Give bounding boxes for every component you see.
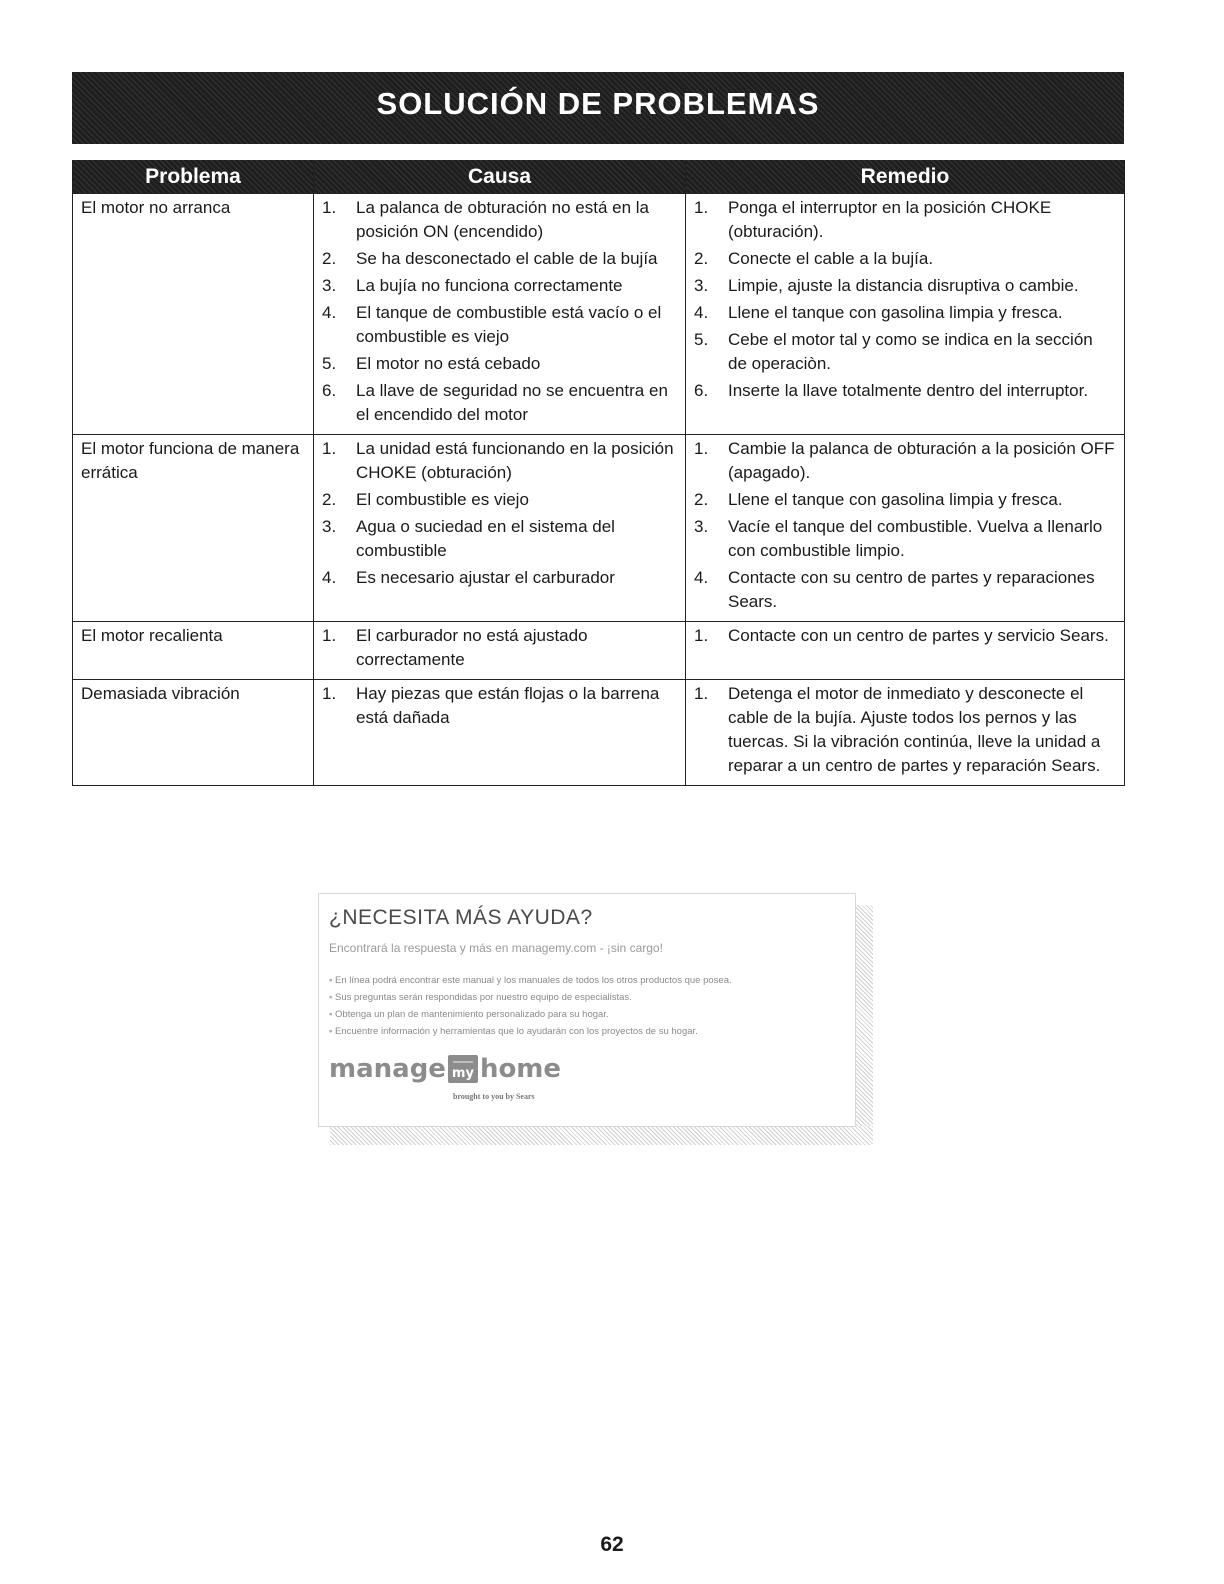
item-number: 1. bbox=[322, 684, 337, 703]
cause-item bbox=[322, 274, 677, 298]
remedy-cell bbox=[686, 194, 1125, 435]
item-text: Hay piezas que están flojas o la barrena está dañada bbox=[356, 684, 660, 727]
cause-cell bbox=[314, 680, 686, 786]
remedy-cell bbox=[686, 435, 1125, 622]
remedy-item bbox=[694, 624, 1116, 648]
item-text: Ponga el interruptor en la posición CHOKE (obturación). bbox=[728, 198, 1052, 241]
callout-bullet: ▪ Encuentre información y herramientas que lo ayudarán con los proyectos de su hogar. bbox=[329, 1023, 732, 1040]
item-number: 4. bbox=[694, 303, 709, 322]
remedy-cell bbox=[686, 622, 1125, 680]
cause-cell bbox=[314, 194, 686, 435]
remedy-list bbox=[694, 437, 1116, 614]
troubleshooting-table bbox=[72, 160, 1125, 786]
remedy-item bbox=[694, 515, 1116, 563]
cause-item bbox=[322, 247, 677, 271]
problem-cell: El motor no arranca bbox=[73, 194, 314, 435]
remedy-item bbox=[694, 566, 1116, 614]
cause-item bbox=[322, 196, 677, 244]
logo-word-my: my bbox=[451, 1066, 474, 1081]
remedy-item bbox=[694, 379, 1116, 403]
item-text: Conecte el cable a la bujía. bbox=[728, 249, 934, 268]
cause-list bbox=[322, 682, 677, 730]
problem-cell: El motor funciona de manera errática bbox=[73, 435, 314, 622]
table-row bbox=[73, 622, 1125, 680]
item-text: La llave de seguridad no se encuentra en el encendido del motor bbox=[356, 381, 668, 424]
item-text: Llene el tanque con gasolina limpia y fresca. bbox=[728, 303, 1063, 322]
logo-house-icon bbox=[448, 1055, 478, 1083]
item-text: Es necesario ajustar el carburador bbox=[356, 568, 615, 587]
cause-item bbox=[322, 488, 677, 512]
title-banner bbox=[72, 72, 1124, 144]
cause-list bbox=[322, 624, 677, 672]
item-number: 5. bbox=[322, 354, 337, 373]
item-number: 4. bbox=[694, 568, 709, 587]
callout-bullet: ▪ Sus preguntas serán respondidas por nuestro equipo de especialistas. bbox=[329, 989, 732, 1006]
item-text: Limpie, ajuste la distancia disruptiva o cambie. bbox=[728, 276, 1079, 295]
problem-cell: El motor recalienta bbox=[73, 622, 314, 680]
remedy-item bbox=[694, 488, 1116, 512]
page-title: SOLUCIÓN DE PROBLEMAS bbox=[376, 86, 820, 121]
remedy-cell bbox=[686, 680, 1125, 786]
item-number: 3. bbox=[694, 276, 709, 295]
item-number: 2. bbox=[322, 249, 337, 268]
cause-cell bbox=[314, 435, 686, 622]
cause-item bbox=[322, 437, 677, 485]
remedy-item bbox=[694, 196, 1116, 244]
problem-cell: Demasiada vibración bbox=[73, 680, 314, 786]
remedy-list bbox=[694, 196, 1116, 403]
callout-shadow-right bbox=[855, 905, 873, 1145]
logo-tagline: brought to you by Sears bbox=[453, 1092, 535, 1101]
item-number: 4. bbox=[322, 568, 337, 587]
table-row bbox=[73, 435, 1125, 622]
item-text: Se ha desconectado el cable de la bujía bbox=[356, 249, 658, 268]
item-text: El carburador no está ajustado correctamente bbox=[356, 626, 588, 669]
table-row bbox=[73, 680, 1125, 786]
callout-bullet: ▪ Obtenga un plan de mantenimiento personalizado para su hogar. bbox=[329, 1006, 732, 1023]
cause-item bbox=[322, 515, 677, 563]
header-problem: Problema bbox=[73, 160, 314, 194]
item-text: Agua o suciedad en el sistema del combustible bbox=[356, 517, 615, 560]
item-text: La bujía no funciona correctamente bbox=[356, 276, 623, 295]
item-number: 3. bbox=[322, 276, 337, 295]
cause-item bbox=[322, 379, 677, 427]
cause-item bbox=[322, 301, 677, 349]
item-text: Contacte con su centro de partes y reparaciones Sears. bbox=[728, 568, 1095, 611]
item-number: 3. bbox=[322, 517, 337, 536]
item-number: 1. bbox=[694, 439, 709, 458]
item-number: 1. bbox=[694, 626, 709, 645]
item-number: 4. bbox=[322, 303, 337, 322]
remedy-item bbox=[694, 247, 1116, 271]
table-row bbox=[73, 194, 1125, 435]
item-text: Cambie la palanca de obturación a la posición OFF (apagado). bbox=[728, 439, 1115, 482]
item-text: Llene el tanque con gasolina limpia y fresca. bbox=[728, 490, 1063, 509]
remedy-list bbox=[694, 682, 1116, 778]
item-number: 1. bbox=[694, 684, 709, 703]
item-text: El tanque de combustible está vacío o el combustible es viejo bbox=[356, 303, 662, 346]
callout-bullet-list bbox=[329, 972, 732, 1040]
cause-item bbox=[322, 624, 677, 672]
item-number: 1. bbox=[322, 626, 337, 645]
item-number: 2. bbox=[694, 249, 709, 268]
item-text: Detenga el motor de inmediato y desconecte el cable de la bujía. Ajuste todos los pernos y las tuercas. Si la vibración continúa, lleve la unidad a reparar a un centro de partes y reparación Sears. bbox=[728, 684, 1101, 775]
item-number: 2. bbox=[322, 490, 337, 509]
header-cause: Causa bbox=[314, 160, 686, 194]
cause-list bbox=[322, 196, 677, 427]
remedy-item bbox=[694, 437, 1116, 485]
cause-item bbox=[322, 352, 677, 376]
item-number: 1. bbox=[694, 198, 709, 217]
callout-heading: ¿NECESITA MÁS AYUDA? bbox=[329, 906, 593, 929]
logo-word-home: home bbox=[479, 1054, 562, 1084]
cause-item bbox=[322, 566, 677, 590]
logo-word-manage: manage bbox=[329, 1054, 446, 1084]
help-callout-box bbox=[318, 893, 856, 1127]
item-number: 1. bbox=[322, 439, 337, 458]
page-number: 62 bbox=[600, 1533, 624, 1556]
item-number: 6. bbox=[322, 381, 337, 400]
remedy-list bbox=[694, 624, 1116, 648]
item-text: Contacte con un centro de partes y servicio Sears. bbox=[728, 626, 1109, 645]
item-text: La palanca de obturación no está en la posición ON (encendido) bbox=[356, 198, 650, 241]
item-number: 6. bbox=[694, 381, 709, 400]
item-text: Inserte la llave totalmente dentro del interruptor. bbox=[728, 381, 1089, 400]
item-number: 2. bbox=[694, 490, 709, 509]
managemyhome-logo bbox=[329, 1049, 561, 1089]
item-text: Vacíe el tanque del combustible. Vuelva a llenarlo con combustible limpio. bbox=[728, 517, 1103, 560]
callout-bullet: ▪ En línea podrá encontrar este manual y los manuales de todos los otros productos que posea. bbox=[329, 972, 732, 989]
item-text: El motor no está cebado bbox=[356, 354, 541, 373]
cause-item bbox=[322, 682, 677, 730]
item-text: El combustible es viejo bbox=[356, 490, 529, 509]
remedy-item bbox=[694, 274, 1116, 298]
remedy-item bbox=[694, 301, 1116, 325]
item-text: Cebe el motor tal y como se indica en la sección de operaciòn. bbox=[728, 330, 1093, 373]
remedy-item bbox=[694, 328, 1116, 376]
callout-subheading: Encontrará la respuesta y más en managemy.com - ¡sin cargo! bbox=[329, 941, 663, 955]
header-remedy: Remedio bbox=[686, 160, 1125, 194]
cause-list bbox=[322, 437, 677, 590]
remedy-item bbox=[694, 682, 1116, 778]
table-header-row bbox=[73, 160, 1125, 194]
item-number: 3. bbox=[694, 517, 709, 536]
item-number: 5. bbox=[694, 330, 709, 349]
cause-cell bbox=[314, 622, 686, 680]
item-number: 1. bbox=[322, 198, 337, 217]
item-text: La unidad está funcionando en la posición CHOKE (obturación) bbox=[356, 439, 674, 482]
callout-shadow-bottom bbox=[330, 1126, 873, 1145]
